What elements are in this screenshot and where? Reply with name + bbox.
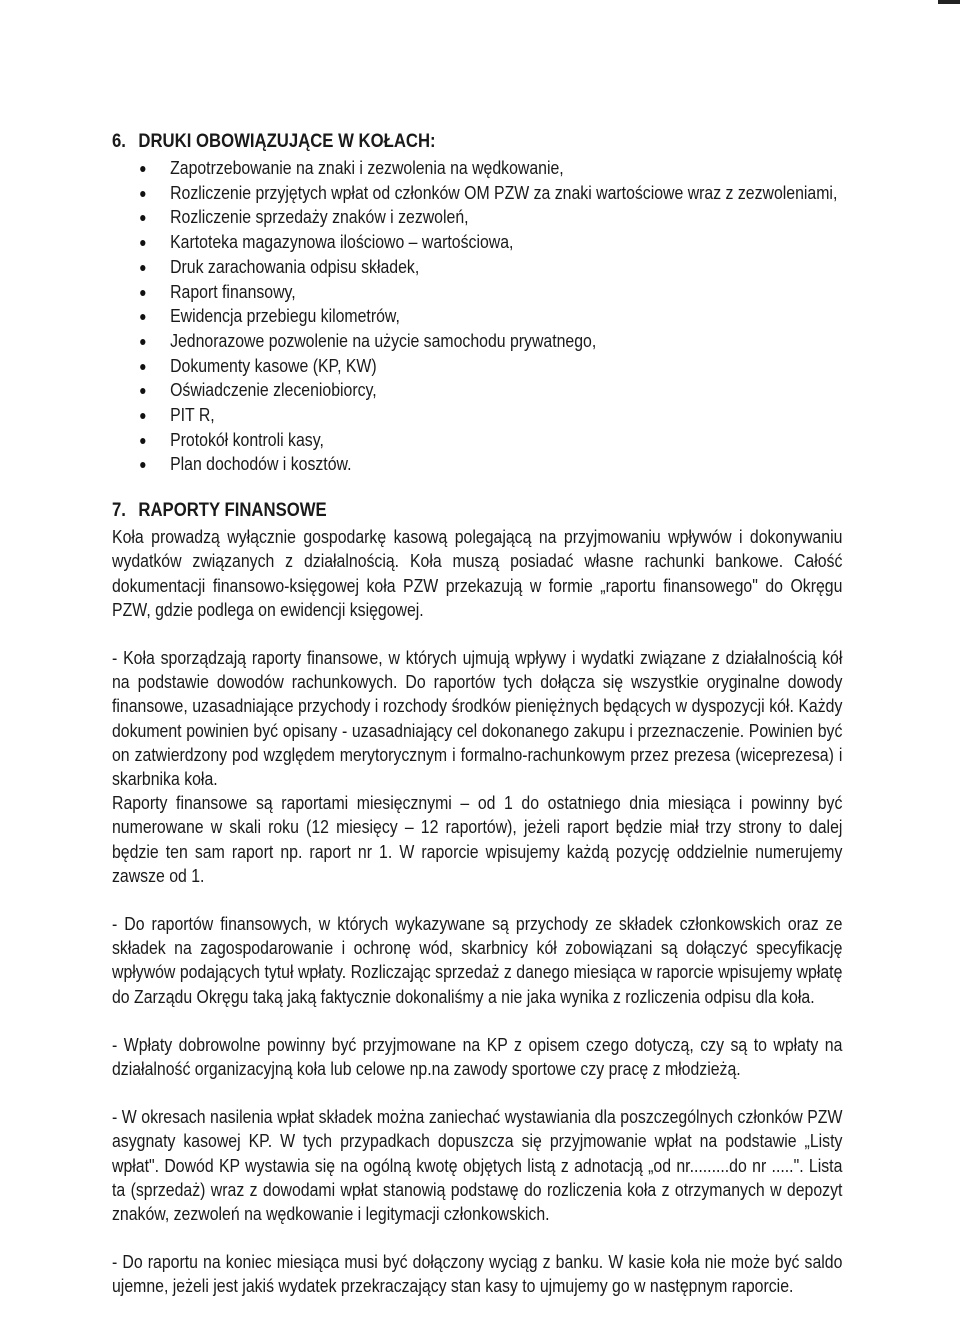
list-item: PIT R, bbox=[138, 403, 842, 428]
section-7-title: RAPORTY FINANSOWE bbox=[138, 500, 327, 522]
list-item: Zapotrzebowanie na znaki i zezwolenia na wędkowanie, bbox=[138, 156, 842, 181]
list-item: Protokół kontroli kasy, bbox=[138, 428, 842, 453]
section-7-heading bbox=[112, 499, 842, 523]
paragraph-reports: - Koła sporządzają raporty finansowe, w których ujmują wpływy i wydatki związane z działalnością kół na podstawie dowodów rachunkowych. Do raportów tych dołącza się wszystkie oryginalne dowody finansowe, uzasadniające przychody i rozchody środków pieniężnych będących w dyspozycji kół. Każdy dokument powinien być opisany - uzasadniający cel dokonanego zakupu i przeznaczenie. Powinien być on zatwierdzony pod względem merytorycznym i formalno-rachunkowym przez prezesa (wiceprezesa) i skarbnika koła. bbox=[112, 647, 843, 789]
list-item: Rozliczenie przyjętych wpłat od członków OM PZW za znaki wartościowe wraz z zezwoleniami, bbox=[138, 181, 842, 206]
section-6-number: 6. bbox=[112, 131, 126, 152]
section-7-number: 7. bbox=[112, 500, 126, 522]
paragraph-bank-statement: - Do raportu na koniec miesiąca musi być dołączony wyciąg z banku. W kasie koła nie może być saldo ujemne, jeżeli jest jakiś wydatek przekraczający stan kasy to ujmujemy go w następnym raporcie. bbox=[112, 1252, 843, 1297]
list-item: Oświadczenie zleceniobiorcy, bbox=[138, 378, 842, 403]
paragraph-dues: - Do raportów finansowych, w których wykazywane są przychody ze składek członkowskich oraz ze składek na zagospodarowanie i ochronę wód, skarbnicy kół zobowiązani są dołączyć specyfikację wpływów podających tytuł wpłaty. Rozliczając sprzedaż z danego miesiąca w raporcie wpisujemy wpłatę do Zarządu Okręgu taką jaką faktycznie dokonaliśmy a nie jaka wynika z rozliczenia odpisu dla koła. bbox=[112, 913, 843, 1007]
list-item: Dokumenty kasowe (KP, KW) bbox=[138, 354, 842, 379]
section-6-heading bbox=[112, 130, 842, 154]
paragraph-monthly: Raporty finansowe są raportami miesięcznymi – od 1 do ostatniego dnia miesiąca i powinny być numerowane w skali roku (12 miesięcy – 12 raportów), jeżeli raport będzie miał trzy strony to dalej będzie ten sam raport np. raport nr 1. W raporcie wpisujemy każdą pozycję oddzielnie numerujemy zawsze od 1. bbox=[112, 793, 843, 886]
list-item: Jednorazowe pozwolenie na użycie samochodu prywatnego, bbox=[138, 329, 842, 354]
list-item: Plan dochodów i kosztów. bbox=[138, 452, 842, 477]
scan-edge-mark bbox=[938, 0, 960, 4]
paragraph-payment-lists: - W okresach nasilenia wpłat składek można zaniechać wystawiania dla poszczególnych członków PZW asygnaty kasowej KP. W tych przypadkach dopuszcza się przyjmowanie wpłat na podstawie „Listy wpłat". Dowód KP wystawia się na ogólną kwotę objętych listą z adnotacją „od nr.........do nr .....". Lista ta (sprzedaż) wraz z dowodami wpłat stanowią podstawę do rozliczenia koła z otrzymanych w depozyt znaków, zezwoleń na wędkowanie i legitymacji członkowskich. bbox=[112, 1107, 843, 1225]
paragraph-intro: Koła prowadzą wyłącznie gospodarkę kasową polegającą na przyjmowaniu wpływów i dokonywaniu wydatków związanych z działalnością. Koła muszą posiadać własne rachunki bankowe. Całość dokumentacji finansowo-księgowej koła PZW przekazują w formie „raportu finansowego" do Okręgu PZW, gdzie podlega on ewidencji księgowej. bbox=[112, 527, 843, 620]
list-item: Ewidencja przebiegu kilometrów, bbox=[138, 304, 842, 329]
list-item: Rozliczenie sprzedaży znaków i zezwoleń, bbox=[138, 205, 842, 230]
list-item: Raport finansowy, bbox=[138, 280, 842, 305]
list-item: Kartoteka magazynowa ilościowo – wartościowa, bbox=[138, 230, 842, 255]
section-6-title: DRUKI OBOWIĄZUJĄCE W KOŁACH: bbox=[138, 131, 436, 152]
document-content bbox=[112, 130, 843, 1299]
forms-list bbox=[138, 156, 842, 477]
paragraph-voluntary: - Wpłaty dobrowolne powinny być przyjmowane na KP z opisem czego dotyczą, czy są to wpłaty na działalność organizacyjną koła lub celowe np.na zawody sportowe czy pracę z młodzieżą. bbox=[112, 1034, 843, 1079]
list-item: Druk zarachowania odpisu składek, bbox=[138, 255, 842, 280]
